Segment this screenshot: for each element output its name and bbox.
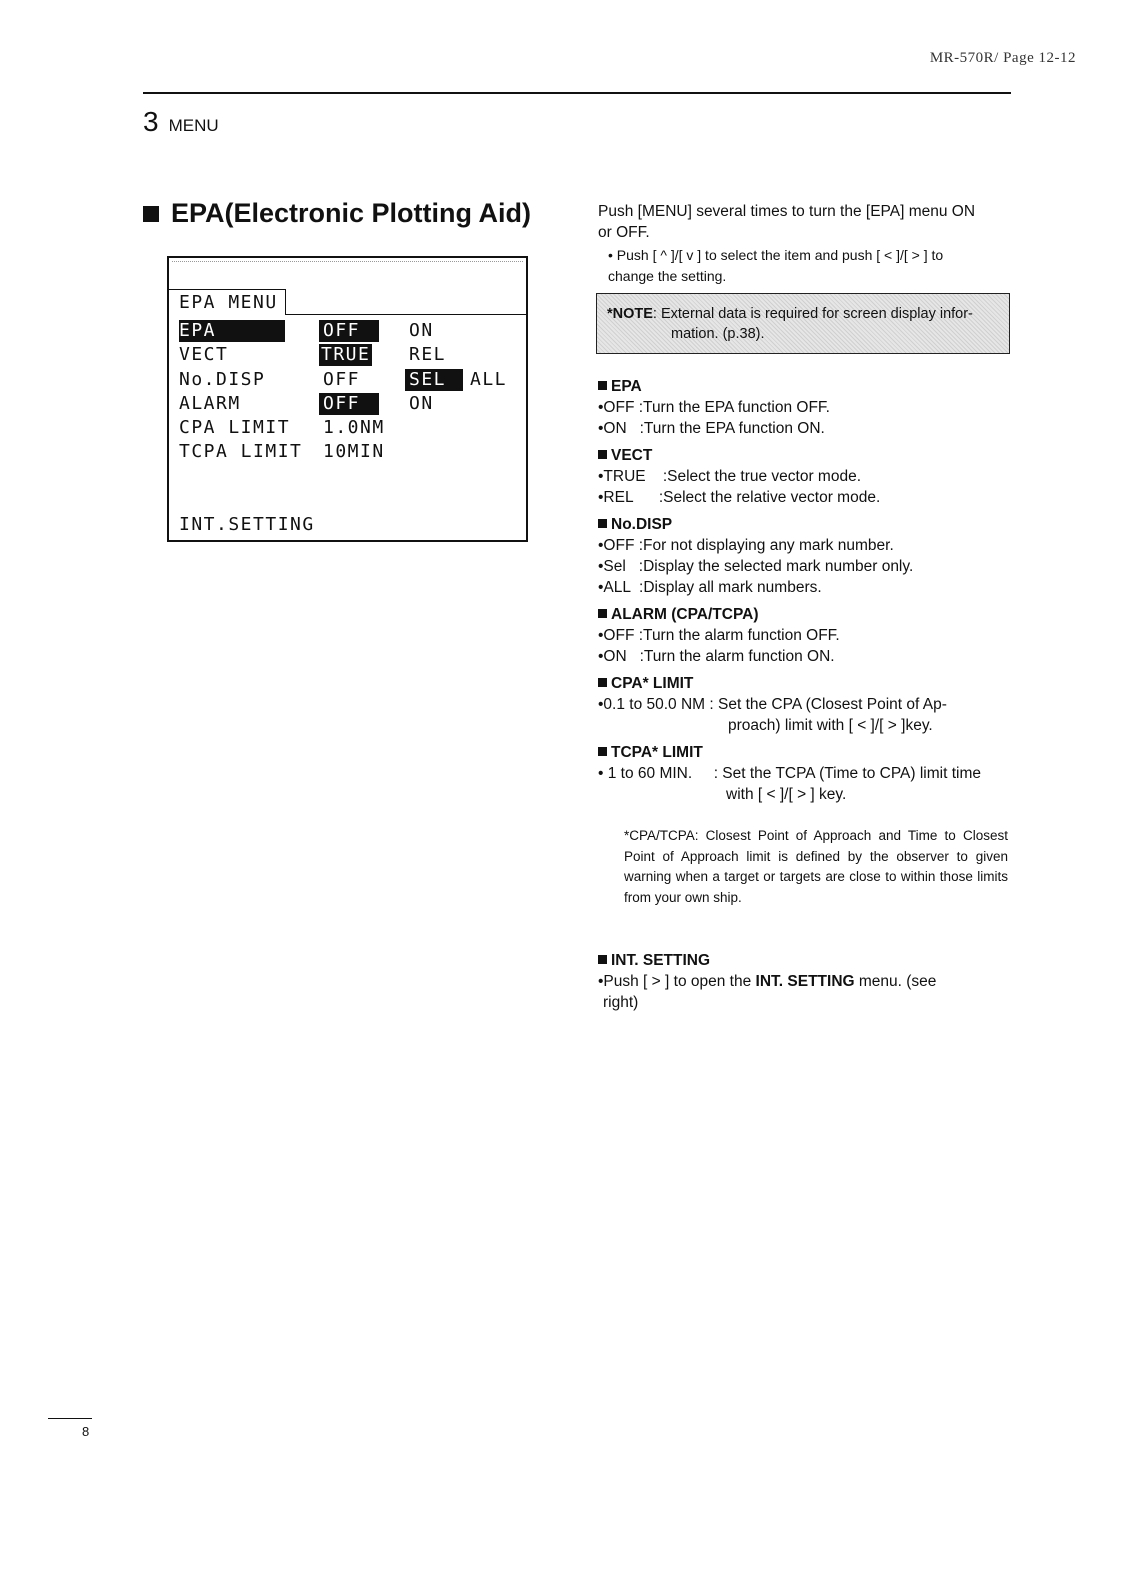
item-key: •OFF :	[598, 627, 644, 644]
section-nodisp	[598, 514, 1010, 598]
item-value: For not displaying any mark number.	[643, 537, 894, 554]
menu-row-label: ALARM	[179, 393, 241, 414]
menu-row-alarm[interactable]	[179, 393, 526, 415]
int-setting-post: menu. (see	[854, 973, 937, 990]
menu-option[interactable]: ON	[409, 393, 434, 414]
menu-value[interactable]: 10MIN	[323, 441, 385, 462]
menu-value[interactable]: 1.0NM	[323, 417, 385, 438]
intro-line: or OFF.	[598, 224, 650, 241]
item-value: Display the selected mark number only.	[643, 558, 914, 575]
menu-option[interactable]: OFF	[323, 369, 361, 390]
section-vect	[598, 445, 1010, 508]
menu-row-epa[interactable]	[179, 320, 526, 342]
item-value: Turn the EPA function OFF.	[643, 399, 830, 416]
heading-int-setting	[598, 950, 1010, 971]
footnote: *CPA/TCPA: Closest Point of Approach and Time to Closest Point of Approach limit is defined by the observer to given warning when a target or targets are close to within those limits from your own ship.	[624, 828, 1008, 905]
square-bullet-icon	[598, 609, 607, 618]
menu-row-label: EPA	[179, 320, 285, 342]
item-key: •TRUE :	[598, 468, 668, 485]
note-label: *NOTE	[607, 306, 653, 322]
heading-alarm	[598, 604, 1010, 625]
menu-title-tab: EPA MENU	[169, 289, 286, 315]
section-epa	[598, 376, 1010, 439]
int-setting-bold: INT. SETTING	[755, 973, 855, 990]
menu-row-label: No.DISP	[179, 369, 266, 390]
square-bullet-icon	[598, 381, 607, 390]
square-bullet-icon	[143, 206, 159, 222]
note-text: : External data is required for screen display infor-	[652, 306, 973, 322]
tcpa-line: • 1 to 60 MIN. : Set the TCPA (Time to CPA) limit time	[598, 765, 981, 782]
menu-option[interactable]: OFF	[319, 320, 379, 342]
menu-option[interactable]: ON	[409, 320, 434, 341]
intro-sub: • Push [ ^ ]/[ v ] to select the item and push [ < ]/[ > ] to	[608, 247, 944, 263]
heading-tcpa-limit	[598, 742, 1010, 763]
fax-header: MR-570R/ Page 12-12	[929, 50, 1076, 66]
item-key: •OFF :	[598, 537, 644, 554]
menu-option[interactable]: ALL	[470, 369, 508, 390]
note-line	[607, 304, 1001, 324]
heading-text: VECT	[611, 447, 653, 464]
int-setting-line: right)	[603, 994, 639, 1011]
menu-row-tcpa-limit[interactable]	[179, 441, 526, 463]
top-rule	[143, 92, 1011, 94]
heading-text: CPA* LIMIT	[611, 675, 694, 692]
heading-text: No.DISP	[611, 516, 673, 533]
square-bullet-icon	[598, 678, 607, 687]
int-setting-line	[598, 971, 1010, 992]
heading-text: ALARM (CPA/TCPA)	[611, 606, 759, 623]
item-key: •ON :	[598, 648, 644, 665]
note-line: mation. (p.38).	[671, 326, 765, 342]
page-rule	[48, 1418, 92, 1419]
menu-row-nodisp[interactable]	[179, 369, 526, 391]
list-item	[598, 646, 1010, 667]
int-setting-pre: •Push [ > ] to open the	[598, 973, 756, 990]
heading-text: TCPA* LIMIT	[611, 744, 703, 761]
list-item	[598, 577, 1010, 598]
heading-text: EPA	[611, 378, 642, 395]
item-value: Select the relative vector mode.	[663, 489, 881, 506]
settings-descriptions	[598, 372, 1010, 805]
heading-epa	[598, 376, 1010, 397]
heading-nodisp	[598, 514, 1010, 535]
section-tcpa-limit	[598, 742, 1010, 805]
list-item	[598, 397, 1010, 418]
item-value: Display all mark numbers.	[643, 579, 822, 596]
heading-vect	[598, 445, 1010, 466]
item-key: •ON :	[598, 420, 644, 437]
menu-row-label: TCPA LIMIT	[179, 441, 303, 462]
item-key: •Sel :	[598, 558, 644, 575]
intro-sub: change the setting.	[608, 268, 727, 284]
epa-menu-screen	[167, 256, 528, 542]
cpa-line: •0.1 to 50.0 NM : Set the CPA (Closest Point of Ap-	[598, 696, 947, 713]
list-item	[598, 556, 1010, 577]
section-alarm	[598, 604, 1010, 667]
section-cpa-limit	[598, 673, 1010, 736]
menu-option[interactable]: TRUE	[321, 344, 371, 365]
list-item	[598, 418, 1010, 439]
int-setting-item[interactable]: INT.SETTING	[179, 514, 315, 535]
item-value: Turn the EPA function ON.	[643, 420, 825, 437]
note-box	[596, 293, 1010, 354]
menu-row-cpa-limit[interactable]	[179, 417, 526, 439]
item-key: •OFF :	[598, 399, 644, 416]
heading-text: INT. SETTING	[611, 952, 711, 969]
list-item	[598, 487, 1010, 508]
square-bullet-icon	[598, 450, 607, 459]
section-int-setting	[598, 946, 1010, 1013]
item-value: Select the true vector mode.	[667, 468, 862, 485]
section-number: 3	[143, 106, 159, 137]
menu-option[interactable]: OFF	[319, 393, 379, 415]
list-item	[598, 466, 1010, 487]
tcpa-line: with [ < ]/[ > ] key.	[726, 786, 847, 803]
menu-tab-line	[286, 314, 526, 315]
menu-row-label: CPA LIMIT	[179, 417, 291, 438]
square-bullet-icon	[598, 519, 607, 528]
intro-text	[598, 201, 1010, 287]
screen-top-line	[172, 261, 523, 262]
intro-line: Push [MENU] several times to turn the [EPA] menu ON	[598, 203, 976, 220]
item-key: •REL :	[598, 489, 664, 506]
square-bullet-icon	[598, 747, 607, 756]
page-title-text: EPA(Electronic Plotting Aid)	[171, 198, 532, 228]
item-value: Turn the alarm function OFF.	[643, 627, 840, 644]
cpa-line: proach) limit with [ < ]/[ > ]key.	[728, 717, 933, 734]
menu-option[interactable]: SEL	[405, 369, 463, 391]
heading-cpa-limit	[598, 673, 1010, 694]
page-title	[143, 198, 531, 229]
page-number: 8	[82, 1424, 90, 1439]
section-label	[143, 106, 219, 138]
menu-row-label: VECT	[179, 344, 229, 365]
section-name: MENU	[168, 116, 219, 135]
square-bullet-icon	[598, 955, 607, 964]
item-value: Turn the alarm function ON.	[643, 648, 835, 665]
item-key: •ALL :	[598, 579, 644, 596]
list-item	[598, 625, 1010, 646]
list-item	[598, 535, 1010, 556]
menu-row-vect[interactable]	[179, 344, 526, 366]
menu-option[interactable]: REL	[409, 344, 447, 365]
